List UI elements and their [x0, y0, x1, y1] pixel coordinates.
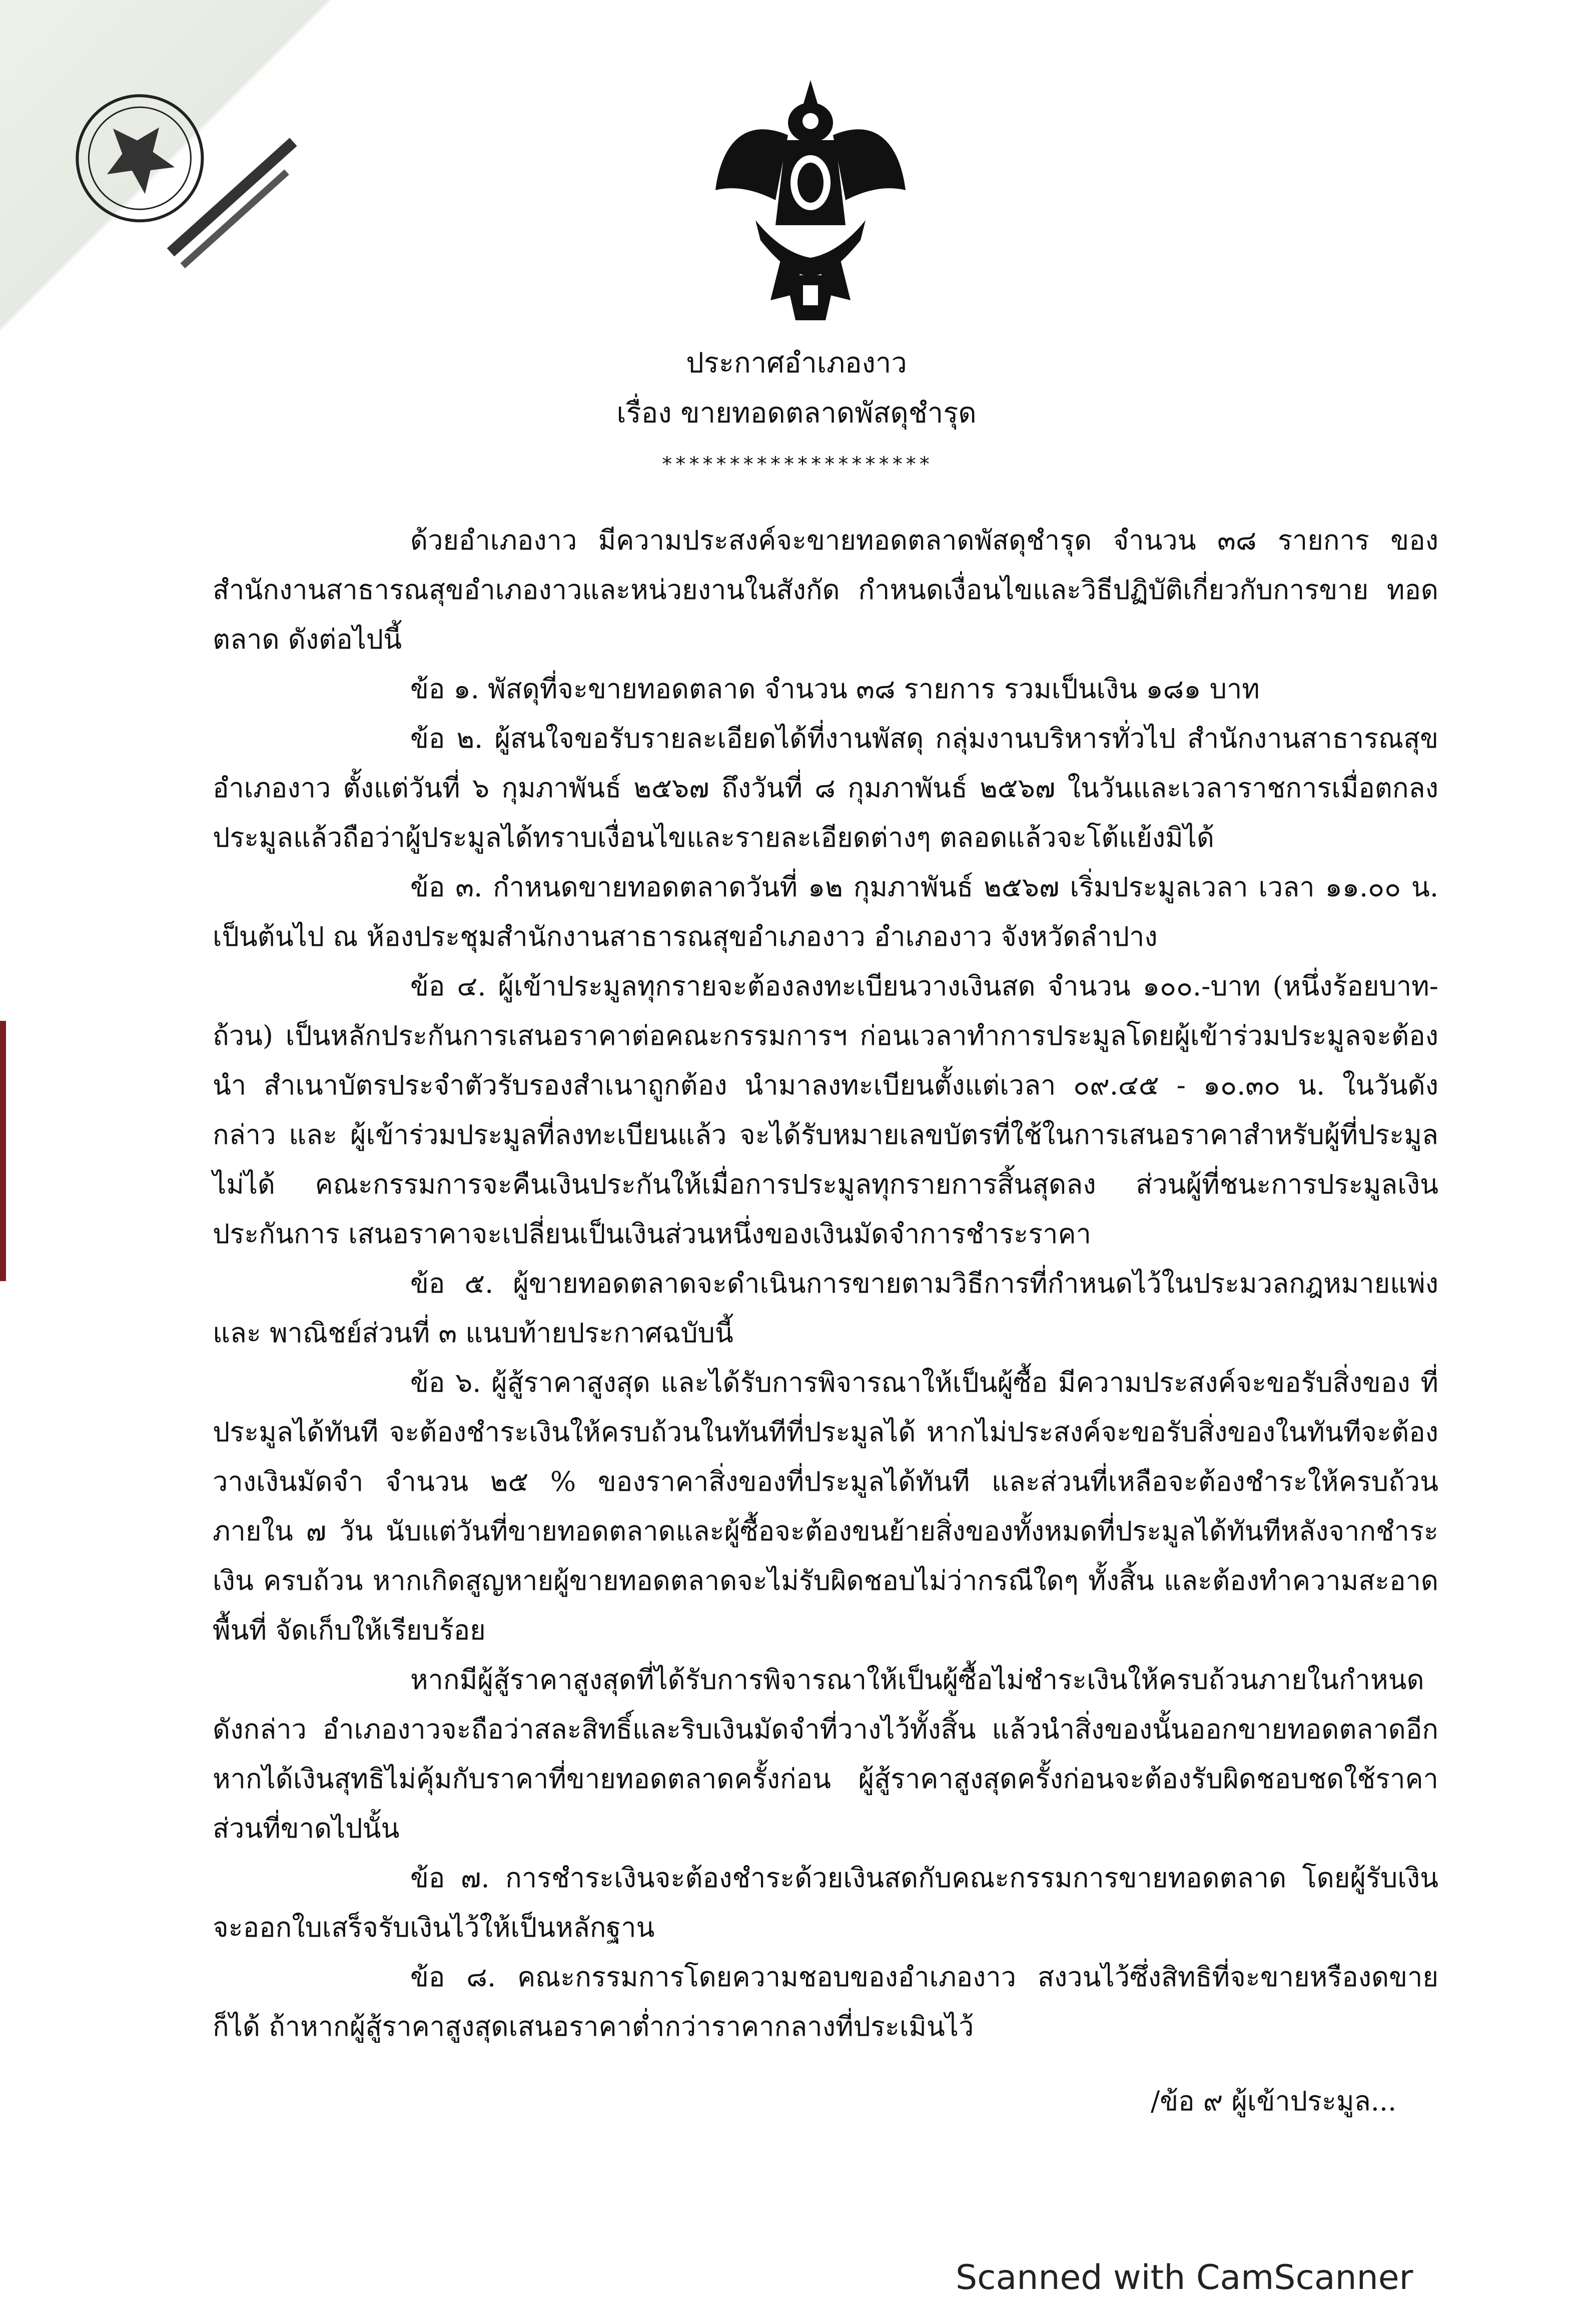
- announcement-subject: เรื่อง ขายทอดตลาดพัสดุชำรุด: [616, 397, 977, 429]
- continuation-note: /ข้อ ๙ ผู้เข้าประมูล...: [1151, 2085, 1397, 2117]
- clause-4: ข้อ ๔. ผู้เข้าประมูลทุกรายจะต้องลงทะเบียนวางเงินสด จำนวน ๑๐๐.-บาท (หนึ่งร้อยบาท-ถ้วน) เป็นหลักประกันการเสนอราคาต่อคณะกรรมการฯ ก่อนเวลาทำการประมูลโดยผู้เข้าร่วมประมูลจะต้องนำ สำเนาบัตรประจำตัวรับรองสำเนาถูกต้อง นำมาลงทะเบียนตั้งแต่เวลา ๐๙.๔๕ - ๑๐.๓๐ น. ในวันดังกล่าว และ ผู้เข้าร่วมประมูลที่ลงทะเบียนแล้ว จะได้รับหมายเลขบัตรที่ใช้ในการเสนอราคาสำหรับผู้ที่ประมูลไม่ได้ คณะกรรมการจะคืนเงินประกันให้เมื่อการประมูลทุกรายการสิ้นสุดลง ส่วนผู้ที่ชนะการประมูลเงินประกันการ เสนอราคาจะเปลี่ยนเป็นเงินส่วนหนึ่งของเงินมัดจำการชำระราคา: [213, 970, 1438, 1250]
- clause-2: ข้อ ๒. ผู้สนใจขอรับรายละเอียดได้ที่งานพัสดุ กลุ่มงานบริหารทั่วไป สำนักงานสาธารณสุข อำเภองาว ตั้งแต่วันที่ ๖ กุมภาพันธ์ ๒๕๖๗ ถึงวันที่ ๘ กุมภาพันธ์ ๒๕๖๗ ในวันและเวลาราชการเมื่อตกลง ประมูลแล้วถือว่าผู้ประมูลได้ทราบเงื่อนไขและรายละเอียดต่างๆ ตลอดแล้วจะโต้แย้งมิได้: [213, 723, 1438, 853]
- announcement-title: ประกาศอำเภองาว: [686, 347, 907, 379]
- clause-7: ข้อ ๗. การชำระเงินจะต้องชำระด้วยเงินสดกับคณะกรรมการขายทอดตลาด โดยผู้รับเงิน จะออกใบเสร็จรับเงินไว้ให้เป็นหลักฐาน: [213, 1862, 1438, 1943]
- office-seal-stamp: [35, 20, 315, 300]
- scan-edge-mark: [0, 1021, 6, 1281]
- clause-5: ข้อ ๕. ผู้ขายทอดตลาดจะดำเนินการขายตามวิธีการที่กำหนดไว้ในประมวลกฎหมายแพ่งและ พาณิชย์ส่วนที่ ๓ แนบท้ายประกาศฉบับนี้: [213, 1268, 1438, 1349]
- asterisk-divider: ********************: [661, 453, 932, 476]
- garuda-emblem: [710, 75, 911, 325]
- clause-3: ข้อ ๓. กำหนดขายทอดตลาดวันที่ ๑๒ กุมภาพันธ์ ๒๕๖๗ เริ่มประมูลเวลา เวลา ๑๑.๐๐ น. เป็นต้นไป ณ ห้องประชุมสำนักงานสาธารณสุขอำเภองาว อำเภองาว จังหวัดลำปาง: [213, 871, 1438, 952]
- scanner-watermark: Scanned with CamScanner: [956, 2258, 1413, 2297]
- clause-1: ข้อ ๑. พัสดุที่จะขายทอดตลาด จำนวน ๓๘ รายการ รวมเป็นเงิน ๑๘๑ บาท: [410, 673, 1260, 705]
- announcement-body: [213, 515, 1438, 2051]
- clause-6: ข้อ ๖. ผู้สู้ราคาสูงสุด และได้รับการพิจารณาให้เป็นผู้ซื้อ มีความประสงค์จะขอรับสิ่งของ ที่ประมูลได้ทันที จะต้องชำระเงินให้ครบถ้วนในทันทีที่ประมูลได้ หากไม่ประสงค์จะขอรับสิ่งของในทันทีจะต้อง วางเงินมัดจำ จำนวน ๒๕ % ของราคาสิ่งของที่ประมูลได้ทันที และส่วนที่เหลือจะต้องชำระให้ครบถ้วน ภายใน ๗ วัน นับแต่วันที่ขายทอดตลาดและผู้ซื้อจะต้องขนย้ายสิ่งของทั้งหมดที่ประมูลได้ทันทีหลังจากชำระเงิน ครบถ้วน หากเกิดสูญหายผู้ขายทอดตลาดจะไม่รับผิดชอบไม่ว่ากรณีใดๆ ทั้งสิ้น และต้องทำความสะอาดพื้นที่ จัดเก็บให้เรียบร้อย: [213, 1367, 1438, 1646]
- clause-6-continued: หากมีผู้สู้ราคาสูงสุดที่ได้รับการพิจารณาให้เป็นผู้ซื้อไม่ชำระเงินให้ครบถ้วนภายในกำหนดดังกล่าว อำเภองาวจะถือว่าสละสิทธิ์และริบเงินมัดจำที่วางไว้ทั้งสิ้น แล้วนำสิ่งของนั้นออกขายทอดตลาดอีก หากได้เงินสุทธิไม่คุ้มกับราคาที่ขายทอดตลาดครั้งก่อน ผู้สู้ราคาสูงสุดครั้งก่อนจะต้องรับผิดชอบชดใช้ราคา ส่วนที่ขาดไปนั้น: [213, 1664, 1438, 1844]
- clause-8: ข้อ ๘. คณะกรรมการโดยความชอบของอำเภองาว สงวนไว้ซึ่งสิทธิที่จะขายหรืองดขาย ก็ได้ ถ้าหากผู้สู้ราคาสูงสุดเสนอราคาต่ำกว่าราคากลางที่ประเมินไว้: [213, 1961, 1438, 2042]
- intro-paragraph: ด้วยอำเภองาว มีความประสงค์จะขายทอดตลาดพัสดุชำรุด จำนวน ๓๘ รายการ ของสำนักงานสาธารณสุขอำเภองาวและหน่วยงานในสังกัด กำหนดเงื่อนไขและวิธีปฏิบัติเกี่ยวกับการขาย ทอดตลาด ดังต่อไปนี้: [213, 524, 1438, 655]
